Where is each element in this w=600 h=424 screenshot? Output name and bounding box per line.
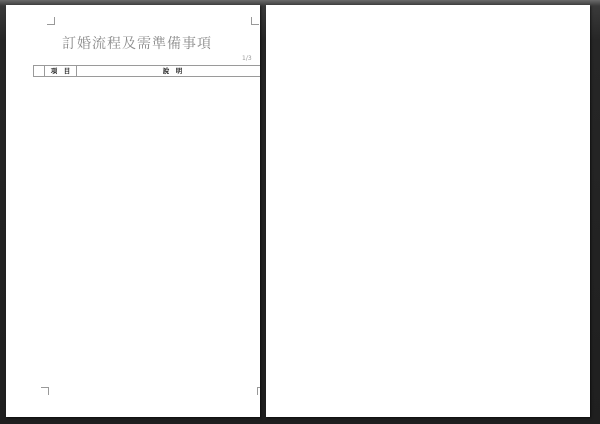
document-page-1[interactable] — [6, 5, 260, 417]
document-page-2[interactable] — [266, 5, 590, 417]
crop-mark-top-left — [47, 17, 55, 25]
document-title: 訂婚流程及需準備事項 — [62, 36, 212, 52]
page-number: 1/3 — [242, 55, 252, 62]
header-index — [34, 66, 45, 77]
crop-mark-bottom-right — [257, 387, 260, 395]
header-desc: 說 明 — [77, 66, 261, 77]
crop-mark-bottom-left — [41, 387, 49, 395]
header-item: 項 目 — [45, 66, 77, 77]
table-header-row — [34, 66, 261, 77]
crop-mark-top-right — [251, 17, 259, 25]
steps-table-page-1 — [33, 65, 260, 77]
